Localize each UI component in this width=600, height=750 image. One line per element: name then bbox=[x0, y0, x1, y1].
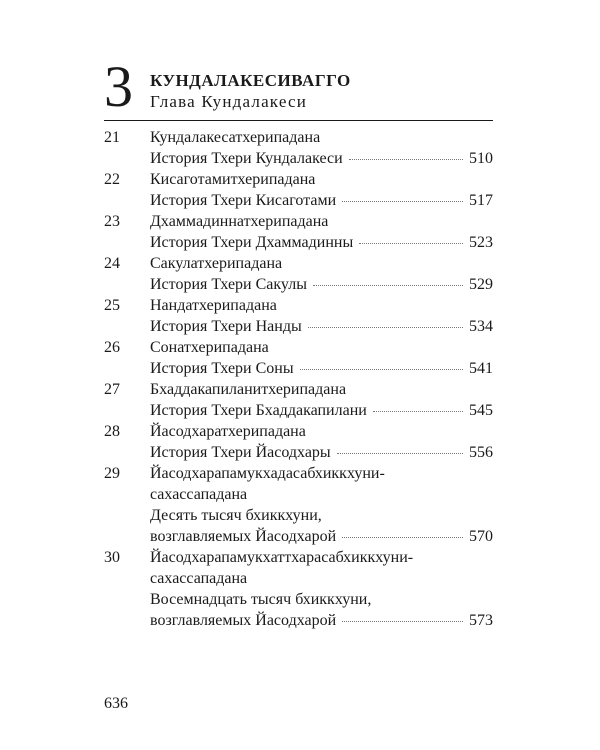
dot-leader bbox=[337, 453, 463, 454]
toc-entry-title-line bbox=[150, 526, 493, 547]
toc-entry-title: История Тхери Кундалакеси bbox=[150, 150, 343, 167]
toc-entry-title-line bbox=[150, 190, 493, 211]
toc-page-number: 541 bbox=[469, 360, 493, 377]
toc-entry-line: Кисаготамитхерипадана bbox=[150, 171, 316, 188]
toc-page-number: 534 bbox=[469, 318, 493, 335]
toc-entry-line: Йасодхаратхерипадана bbox=[150, 423, 306, 440]
toc-entry-line: сахассападана bbox=[150, 570, 248, 587]
toc-entry-title-line bbox=[150, 274, 493, 295]
header-divider bbox=[104, 120, 493, 121]
toc-entry-title: История Тхери Йасодхары bbox=[150, 444, 331, 461]
toc-entry-line: сахассападана bbox=[150, 486, 248, 503]
toc-entry-title: История Тхери Дхаммадинны bbox=[150, 234, 354, 251]
dot-leader bbox=[342, 201, 463, 202]
toc-entry-line: Кундалакесатхерипадана bbox=[150, 129, 321, 146]
toc-page-number: 545 bbox=[469, 402, 493, 419]
toc-entry-title-line bbox=[150, 316, 493, 337]
toc-entry-line: Йасодхарапамукхаттхарасабхиккхуни- bbox=[150, 549, 414, 566]
toc-entry-number: 21 bbox=[104, 129, 120, 146]
toc-entry-title: История Тхери Соны bbox=[150, 360, 294, 377]
dot-leader bbox=[342, 537, 463, 538]
toc-entry-line: Нандатхерипадана bbox=[150, 297, 277, 314]
toc-entry bbox=[104, 295, 493, 337]
toc-entry-number: 22 bbox=[104, 171, 120, 188]
toc-entry-line: Сакулатхерипадана bbox=[150, 255, 283, 272]
toc-entry-title-line bbox=[150, 400, 493, 421]
toc-entry-title-line bbox=[150, 148, 493, 169]
dot-leader bbox=[300, 369, 463, 370]
toc-page-number: 573 bbox=[469, 612, 493, 629]
toc-entry bbox=[104, 211, 493, 253]
toc-entry-title-line bbox=[150, 358, 493, 379]
toc-entry-title: возглавляемых Йасодхарой bbox=[150, 612, 337, 629]
toc-page-number: 523 bbox=[469, 234, 493, 251]
toc-entry-line: Дхаммадиннатхерипадана bbox=[150, 213, 329, 230]
toc-entry-number: 27 bbox=[104, 381, 120, 398]
toc-entry-number: 23 bbox=[104, 213, 120, 230]
toc-entry-number: 24 bbox=[104, 255, 120, 272]
toc-entry bbox=[104, 421, 493, 463]
toc-entry-title: История Тхери Кисаготами bbox=[150, 192, 337, 209]
toc-page-number: 570 bbox=[469, 528, 493, 545]
toc-entry-number: 30 bbox=[104, 549, 120, 566]
dot-leader bbox=[349, 159, 463, 160]
toc-entry-line: Йасодхарапамукхадасабхиккхуни- bbox=[150, 465, 385, 482]
toc-entry-line: Бхаддакапиланитхерипадана bbox=[150, 381, 347, 398]
toc-entry-line: Десять тысяч бхиккхуни, bbox=[150, 507, 322, 524]
toc-entry bbox=[104, 127, 493, 169]
dot-leader bbox=[373, 411, 463, 412]
dot-leader bbox=[359, 243, 463, 244]
toc-entry-line: Восемнадцать тысяч бхиккхуни, bbox=[150, 591, 372, 608]
toc-entry-number: 25 bbox=[104, 297, 120, 314]
toc-page-number: 529 bbox=[469, 276, 493, 293]
dot-leader bbox=[313, 285, 463, 286]
toc-entry bbox=[104, 337, 493, 379]
toc-page-number: 510 bbox=[469, 150, 493, 167]
chapter-title: КУНДАЛАКЕСИВАГГО bbox=[150, 71, 351, 90]
toc-entry-title-line bbox=[150, 442, 493, 463]
toc-entry bbox=[104, 463, 493, 547]
toc-entry-number: 26 bbox=[104, 339, 120, 356]
toc-entry bbox=[104, 169, 493, 211]
toc-entry-title-line bbox=[150, 610, 493, 631]
chapter-subtitle: Глава Кундалакеси bbox=[150, 92, 308, 111]
chapter-number: 3 bbox=[104, 54, 133, 119]
toc-entry-number: 29 bbox=[104, 465, 120, 482]
page-number: 636 bbox=[104, 695, 128, 712]
toc-entry-title: История Тхери Нанды bbox=[150, 318, 302, 335]
dot-leader bbox=[342, 621, 463, 622]
toc-entry-title: возглавляемых Йасодхарой bbox=[150, 528, 337, 545]
toc-entry bbox=[104, 547, 493, 631]
dot-leader bbox=[308, 327, 463, 328]
toc-entry bbox=[104, 253, 493, 295]
toc-entry-title: История Тхери Бхаддакапилани bbox=[150, 402, 367, 419]
toc-page-number: 556 bbox=[469, 444, 493, 461]
toc-entry-line: Сонатхерипадана bbox=[150, 339, 269, 356]
toc-page-number: 517 bbox=[469, 192, 493, 209]
toc-entry-number: 28 bbox=[104, 423, 120, 440]
toc-entry-title: История Тхери Сакулы bbox=[150, 276, 307, 293]
table-of-contents bbox=[104, 127, 493, 631]
toc-entry-title-line bbox=[150, 232, 493, 253]
toc-entry bbox=[104, 379, 493, 421]
